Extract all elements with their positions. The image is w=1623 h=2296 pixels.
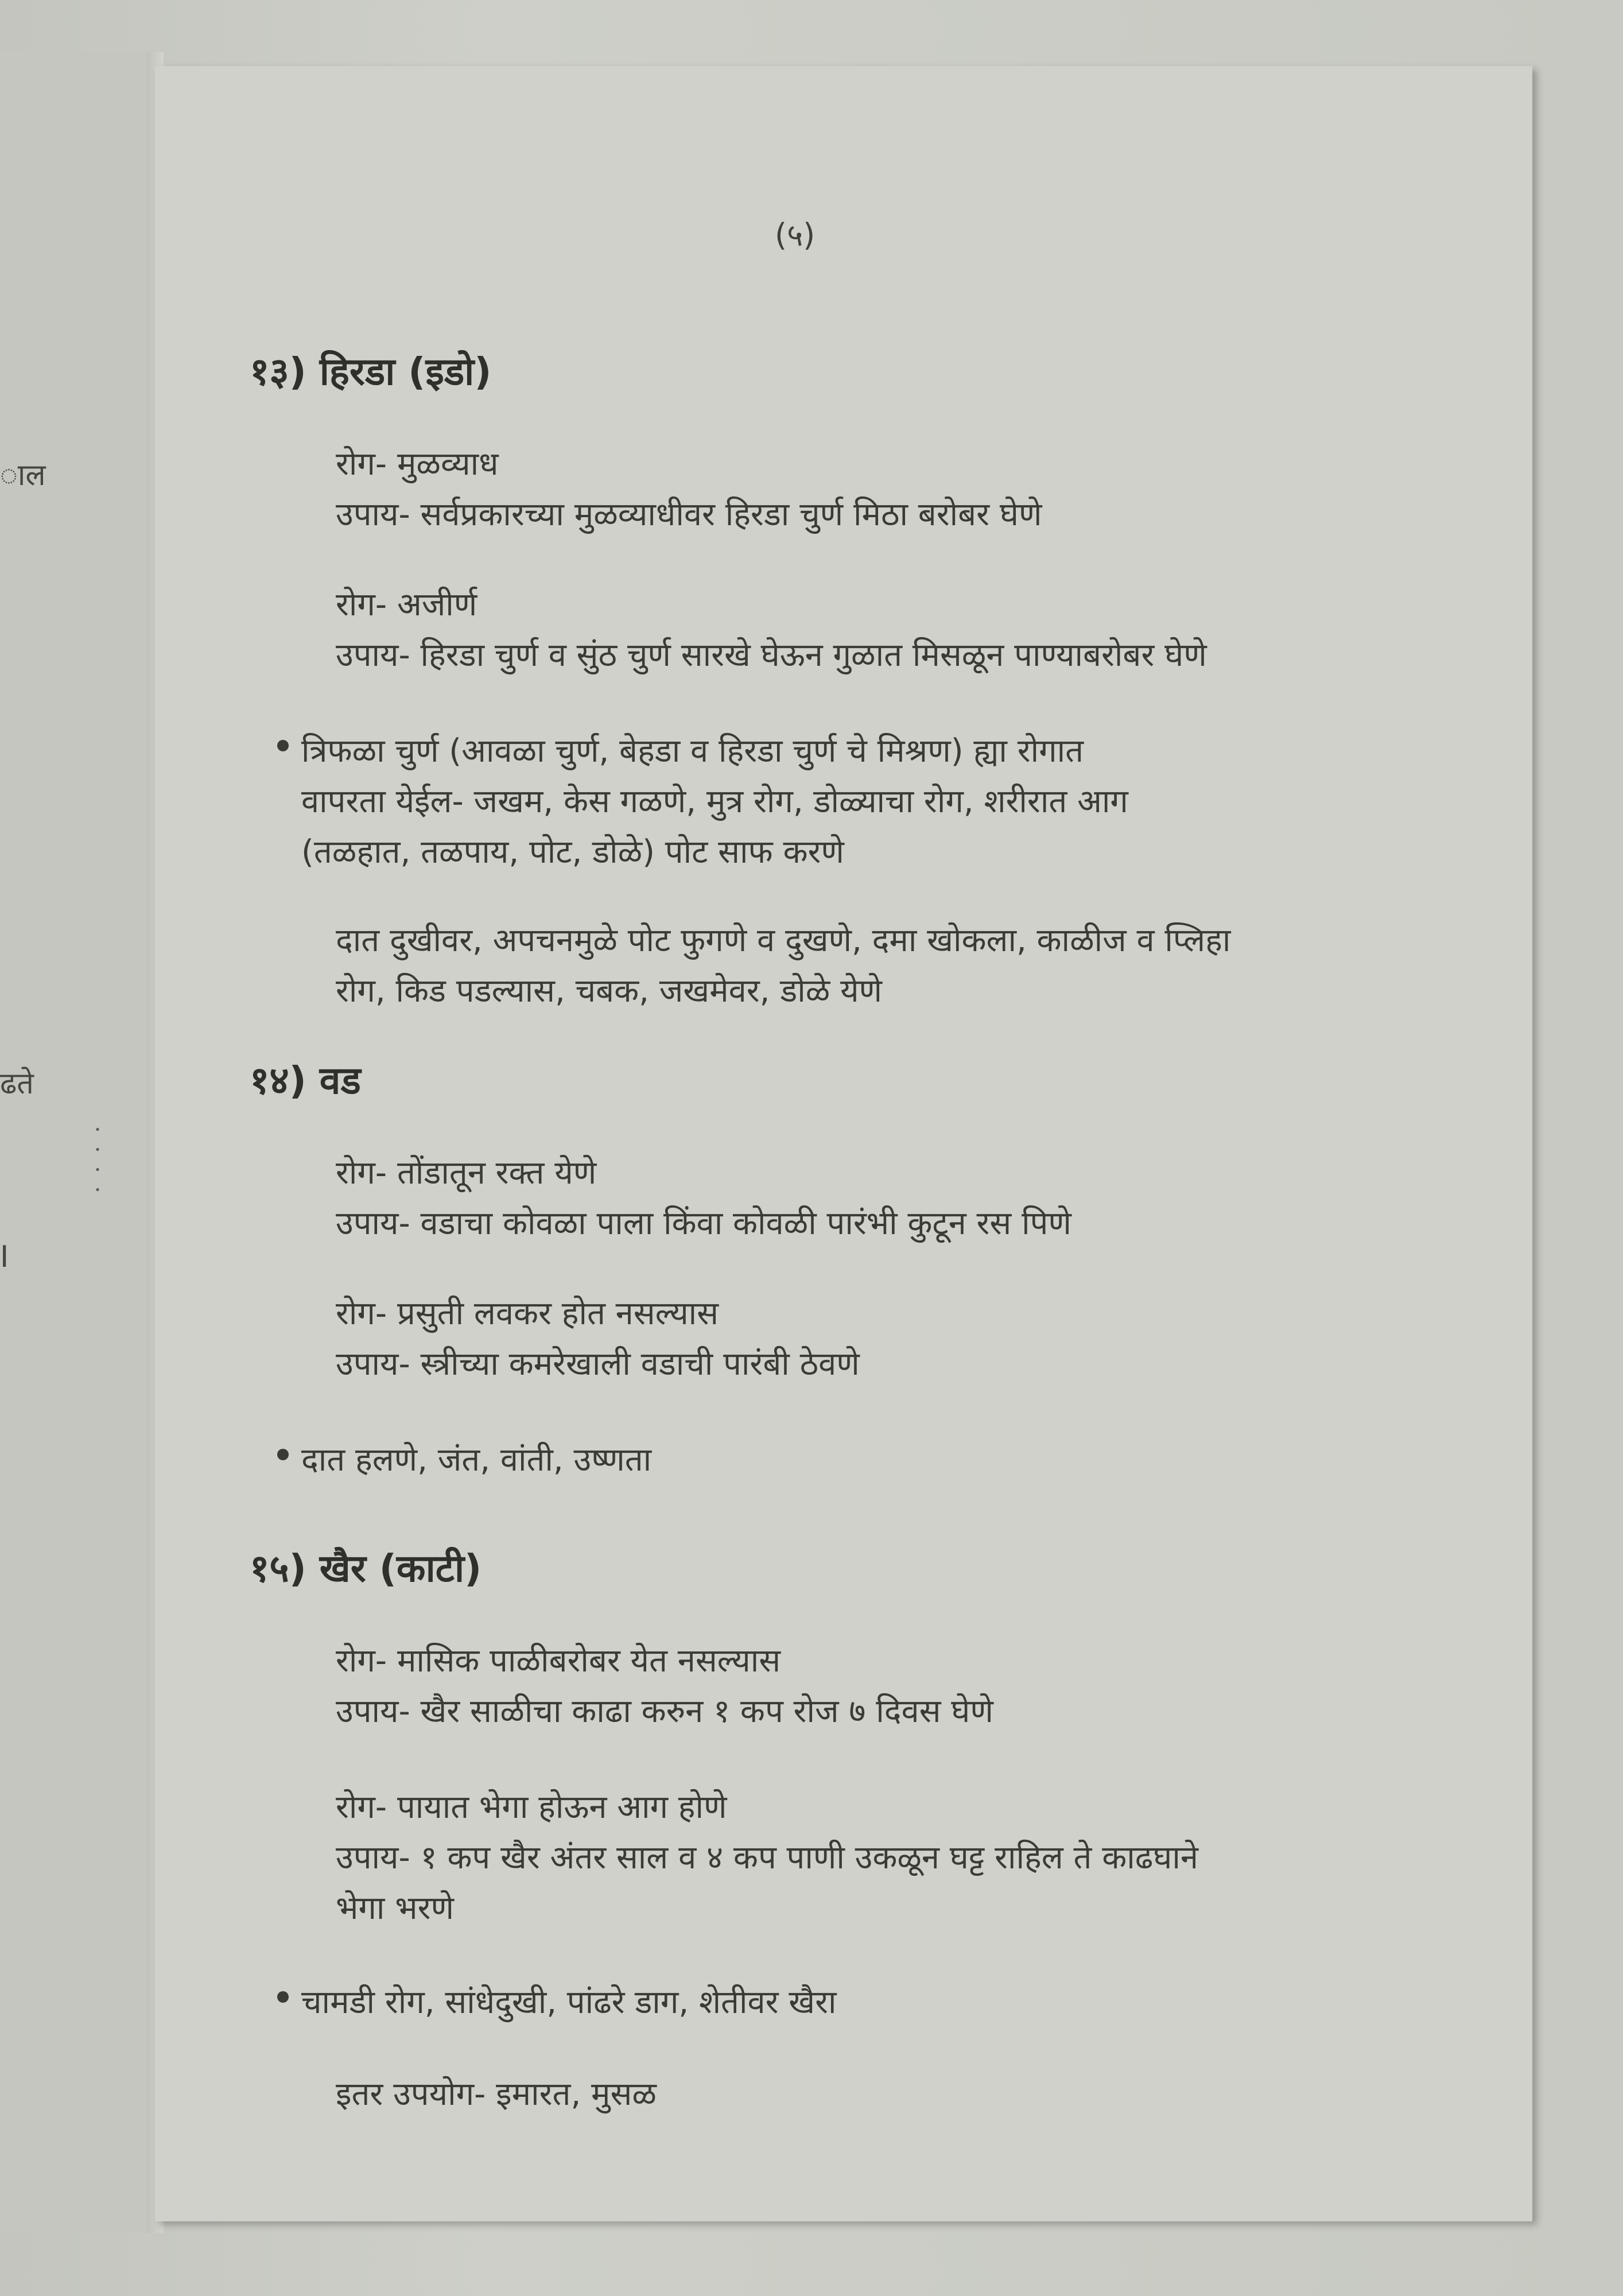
binding-holes (86, 1119, 109, 1200)
bullet-line: (तळहात, तळपाय, पोट, डोळे) पोट साफ करणे (301, 833, 844, 871)
remedy-line: उपाय- वडाचा कोवळा पाला किंवा कोवळी पारंभी कुटून रस पिणे (336, 1205, 1071, 1242)
remedy-line: भेगा भरणे (336, 1890, 454, 1927)
bullet-icon (277, 1991, 289, 2003)
bullet-note (301, 726, 1478, 878)
disease-line: रोग- मासिक पाळीबरोबर येत नसल्यास (336, 1642, 781, 1680)
disease-remedy-block (336, 1782, 1484, 1934)
previous-page-fragment: ाल (0, 458, 46, 492)
other-uses-line: इतर उपयोग- इमारत, मुसळ (336, 2076, 657, 2113)
disease-remedy-block (336, 1289, 1484, 1390)
remedy-line: उपाय- हिरडा चुर्ण व सुंठ चुर्ण सारखे घेऊन गुळात मिसळून पाण्याबरोबर घेणे (336, 637, 1207, 674)
bullet-icon (277, 1449, 289, 1460)
section-heading-hirda: १३) हिरडा (इडो) (250, 350, 492, 394)
previous-page-edge (0, 52, 161, 2233)
remedy-line: उपाय- सर्वप्रकारच्या मुळव्याधीवर हिरडा चुर्ण मिठा बरोबर घेणे (336, 496, 1042, 533)
document-page (155, 66, 1532, 2221)
disease-remedy-block (336, 1636, 1484, 1737)
section-heading-khair: १५) खैर (काटी) (250, 1546, 482, 1591)
bullet-note (301, 1977, 1478, 2028)
disease-remedy-block (336, 1148, 1484, 1249)
other-uses (336, 2069, 1484, 2120)
bullet-note (301, 1435, 1478, 1486)
bullet-icon (277, 740, 289, 751)
disease-line: रोग- तोंडातून रक्त येणे (336, 1154, 597, 1192)
note-line: दात दुखीवर, अपचनमुळे पोट फुगणे व दुखणे, दमा खोकला, काळीज व प्लिहा (336, 922, 1231, 959)
bullet-line: चामडी रोग, सांधेदुखी, पांढरे डाग, शेतीवर खैरा (301, 1984, 837, 2021)
section-heading-vad: १४) वड (250, 1058, 361, 1103)
disease-line: रोग- प्रसुती लवकर होत नसल्यास (336, 1295, 719, 1332)
remedy-line: उपाय- स्त्रीच्या कमरेखाली वडाची पारंबी ठेवणे (336, 1345, 860, 1383)
bullet-line: त्रिफळा चुर्ण (आवळा चुर्ण, बेहडा व हिरडा चुर्ण चे मिश्रण) ह्या रोगात (301, 732, 1084, 770)
uses-note (336, 916, 1484, 1017)
bullet-line: वापरता येईल- जखम, केस गळणे, मुत्र रोग, डोळ्याचा रोग, शरीरात आग (301, 783, 1128, 820)
disease-line: रोग- पायात भेगा होऊन आग होणे (336, 1789, 727, 1826)
previous-page-fragment: I (0, 1240, 9, 1274)
note-line: रोग, किड पडल्यास, चबक, जखमेवर, डोळे येणे (336, 972, 883, 1010)
bullet-line: दात हलणे, जंत, वांती, उष्णता (301, 1441, 652, 1479)
disease-line: रोग- मुळव्याध (336, 445, 499, 483)
page-number: (५) (775, 217, 816, 253)
disease-remedy-block (336, 439, 1484, 540)
previous-page-fragment: ढते (0, 1066, 34, 1101)
disease-line: रोग- अजीर्ण (336, 586, 477, 623)
disease-remedy-block (336, 580, 1484, 681)
remedy-line: उपाय- १ कप खैर अंतर साल व ४ कप पाणी उकळून घट्ट राहिल ते काढघाने (336, 1839, 1198, 1876)
remedy-line: उपाय- खैर साळीचा काढा करुन १ कप रोज ७ दिवस घेणे (336, 1693, 993, 1730)
